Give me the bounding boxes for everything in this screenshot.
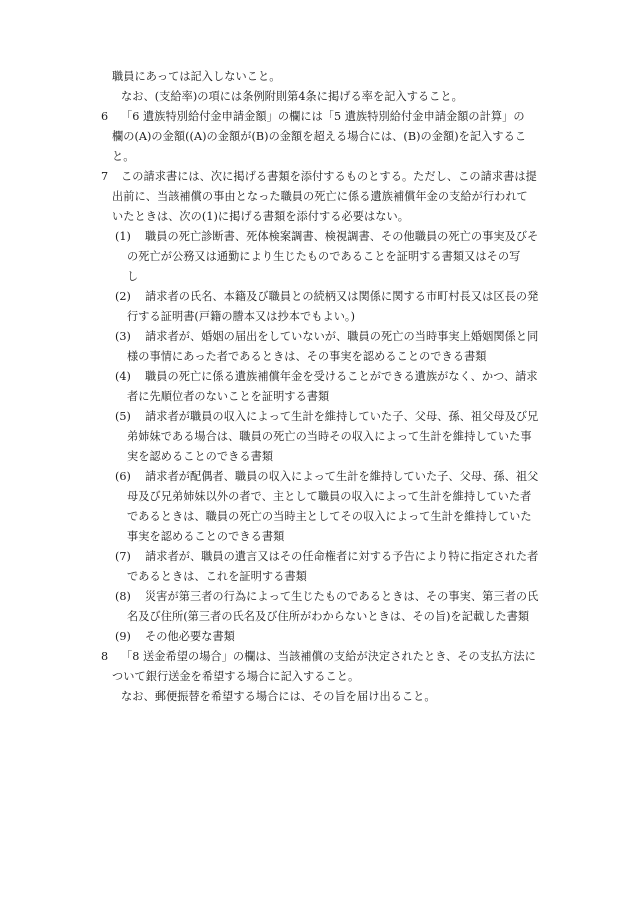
text-line: 請求者が、職員の遺言又はその任命権者に対する予告により特に指定された者: [145, 550, 539, 563]
text-line: 欄の(A)の金額((A)の金額が(B)の金額を超える場合には、(B)の金額)を記入するこ: [112, 130, 527, 143]
text-line: であるときは、これを証明する書類: [127, 570, 307, 583]
text-line: その他必要な書類: [145, 630, 235, 643]
text-line: 請求者の氏名、本籍及び職員との続柄又は関係に関する市町村長又は区長の発: [145, 290, 539, 303]
item-number: 8: [101, 650, 109, 663]
subitem-number: (8): [115, 590, 131, 603]
text-line: 母及び兄弟姉妹以外の者で、主として職員の収入によって生計を維持していた者: [127, 490, 532, 503]
text-line: 職員の死亡診断書、死体検案調書、検視調書、その他職員の死亡の事実及びそ: [145, 230, 539, 243]
subitem-number: (6): [115, 470, 131, 483]
text-line: の死亡が公務又は通勤により生じたものであることを証明する書類又はその写: [127, 250, 521, 263]
text-line: 者に先順位者のないことを証明する書類: [127, 390, 330, 403]
subitem-number: (9): [115, 630, 131, 643]
text-line: 弟姉妹である場合は、職員の死亡の当時その収入によって生計を維持していた事: [127, 430, 532, 443]
text-line: 出前に、当該補償の事由となった職員の死亡に係る遺族補償年金の支給が行われて: [112, 190, 528, 203]
subitem-number: (7): [115, 550, 131, 563]
text-line: 職員にあっては記入しないこと。: [112, 70, 281, 83]
text-line: 事実を認めることのできる書類: [127, 530, 285, 543]
text-line: 請求者が職員の収入によって生計を維持していた子、父母、孫、祖父母及び兄: [145, 410, 539, 423]
item-number: 7: [101, 170, 109, 183]
item-number: 6: [101, 110, 109, 123]
text-line: 請求者が配偶者、職員の収入によって生計を維持していた子、父母、孫、祖父: [145, 470, 539, 483]
text-line: し: [127, 270, 139, 283]
text-line: 様の事情にあった者であるときは、その事実を認めることのできる書類: [127, 350, 487, 363]
text-line: いたときは、次の(1)に掲げる書類を添付する必要はない。: [112, 210, 409, 223]
text-line: なお、(支給率)の項には条例附則第4条に掲げる率を記入すること。: [121, 90, 463, 103]
text-line: 請求者が、婚姻の届出をしていないが、職員の死亡の当時事実上婚姻関係と同: [145, 330, 539, 343]
subitem-number: (3): [115, 330, 131, 343]
text-line: 行する証明書(戸籍の謄本又は抄本でもよい。): [127, 310, 355, 323]
subitem-number: (1): [115, 230, 131, 243]
text-line: 職員の死亡に係る遺族補償年金を受けることができる遺族がなく、かつ、請求: [145, 370, 538, 383]
subitem-number: (4): [115, 370, 131, 383]
text-line: 名及び住所(第三者の氏名及び住所がわからないときは、その旨)を記載した書類: [127, 610, 530, 623]
text-line: 災害が第三者の行為によって生じたものであるときは、その事実、第三者の氏: [145, 590, 539, 603]
text-line: なお、郵便振替を希望する場合には、その旨を届け出ること。: [121, 690, 436, 703]
text-line: ついて銀行送金を希望する場合に記入すること。: [112, 670, 360, 683]
text-line: 実を認めることのできる書類: [127, 450, 274, 463]
text-line: 「8 送金希望の場合」の欄は、当該補償の支給が決定されたとき、その支払方法に: [121, 650, 536, 663]
text-line: と。: [112, 150, 135, 163]
text-line: であるときは、職員の死亡の当時主としてその収入によって生計を維持していた: [127, 510, 532, 523]
subitem-number: (2): [115, 290, 131, 303]
subitem-number: (5): [115, 410, 131, 423]
text-line: この請求書には、次に掲げる書類を添付するものとする。ただし、この請求書は提: [121, 170, 537, 183]
text-line: 「6 遺族特別給付金申請金額」の欄には「5 遺族特別給付金申請金額の計算」の: [121, 110, 525, 123]
